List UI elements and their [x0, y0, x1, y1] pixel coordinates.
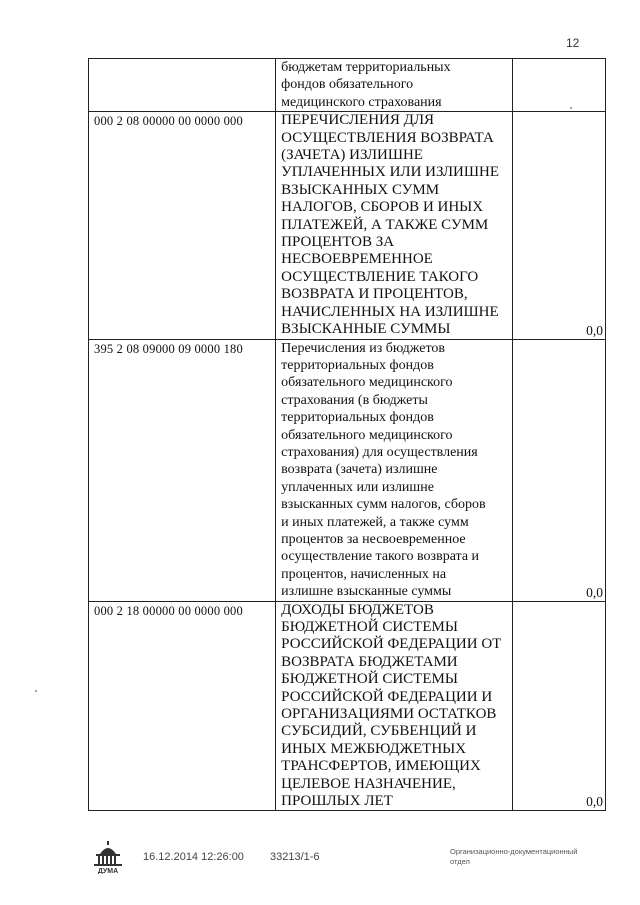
amount-cell [512, 59, 605, 112]
budget-code-cell: 000 2 08 00000 00 0000 000 [89, 112, 276, 339]
table-row [89, 339, 606, 601]
budget-item-name-text: Перечисления из бюджетов территориальных фондов обязательного медицинского страхования (в бюджеты территориальных фондов обязательного медицинского страхования) для осуществления возврата (зачета) излишне уплаченных или излишне взысканных сумм налогов, сборов и иных платежей, а также сумм процентов за несвоевременное осуществление такого возврата и процентов, начисленных на излишне взысканные суммы [281, 340, 486, 600]
budget-item-name-text: ПЕРЕЧИСЛЕНИЯ ДЛЯ ОСУЩЕСТВЛЕНИЯ ВОЗВРАТА (ЗАЧЕТА) ИЗЛИШНЕ УПЛАЧЕННЫХ ИЛИ ИЗЛИШНЕ ВЗЫСКАННЫХ СУММ НАЛОГОВ, СБОРОВ И ИНЫХ ПЛАТЕЖЕЙ, А ТАКЖЕ СУММ ПРОЦЕНТОВ ЗА НЕСВОЕВРЕМЕННОЕ ОСУЩЕСТВЛЕНИЕ ТАКОГО ВОЗВРАТА И ПРОЦЕНТОВ, НАЧИСЛЕННЫХ НА ИЗЛИШНЕ ВЗЫСКАННЫЕ СУММЫ [281, 112, 500, 338]
budget-item-name-text: ДОХОДЫ БЮДЖЕТОВ БЮДЖЕТНОЙ СИСТЕМЫ РОССИЙСКОЙ ФЕДЕРАЦИИ ОТ ВОЗВРАТА БЮДЖЕТАМИ БЮДЖЕТНОЙ СИСТЕМЫ РОССИЙСКОЙ ФЕДЕРАЦИИ И ОРГАНИЗАЦИЯМИ ОСТАТКОВ СУБСИДИЙ, СУБВЕНЦИЙ И ИНЫХ МЕЖБЮДЖЕТНЫХ ТРАНСФЕРТОВ, ИМЕЮЩИХ ЦЕЛЕВОЕ НАЗНАЧЕНИЕ, ПРОШЛЫХ ЛЕТ [281, 601, 502, 810]
footer-doc-number: 33213/1-6 [270, 851, 320, 863]
page-number: 12 [566, 36, 580, 50]
budget-code-cell [89, 59, 276, 112]
budget-item-name-cell [276, 339, 513, 601]
budget-item-name-cell [276, 112, 513, 339]
budget-revenue-table [88, 58, 606, 811]
table-row [89, 601, 606, 811]
budget-item-name-cell [276, 601, 513, 811]
table-row [89, 112, 606, 339]
table-row [89, 59, 606, 112]
scan-speck [35, 690, 37, 692]
scan-speck [570, 107, 572, 109]
budget-item-name-text: бюджетам территориальных фондов обязательного медицинского страхования [281, 60, 451, 110]
budget-code-cell: 000 2 18 00000 00 0000 000 [89, 601, 276, 811]
amount-cell: 0,0 [512, 339, 605, 601]
amount-cell: 0,0 [512, 601, 605, 811]
footer-department: Организационно-документационный отдел [450, 847, 578, 866]
logo-text: ДУМА [97, 868, 119, 874]
footer-datetime: 16.12.2014 12:26:00 [143, 851, 244, 863]
table-body [89, 59, 606, 811]
budget-code-cell: 395 2 08 09000 09 0000 180 [89, 339, 276, 601]
duma-building-logo-icon [90, 840, 126, 874]
amount-cell: 0,0 [512, 112, 605, 339]
budget-item-name-cell [276, 59, 513, 112]
